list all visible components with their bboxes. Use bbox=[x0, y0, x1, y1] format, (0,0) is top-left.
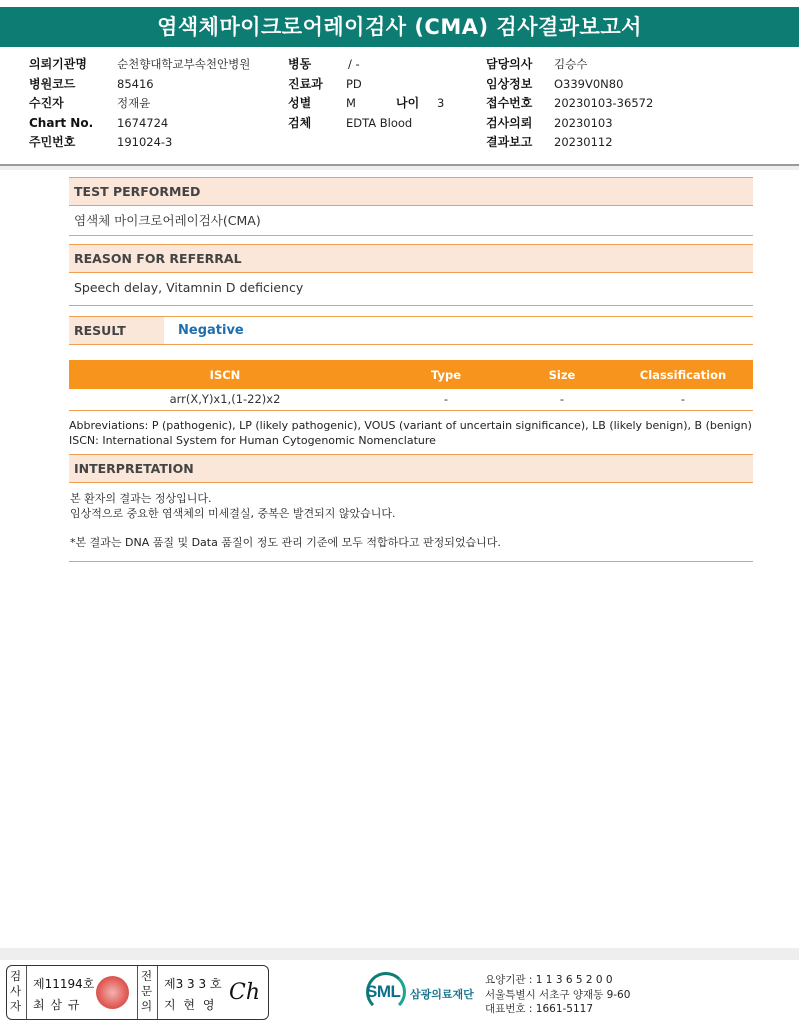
info-label: 병원코드 bbox=[29, 76, 76, 91]
info-value: 1674724 bbox=[117, 115, 169, 130]
examiner-name: 최 삼 규 bbox=[33, 998, 81, 1012]
footer-shade bbox=[0, 948, 799, 960]
sml-logo bbox=[364, 972, 504, 1014]
info-column-2 bbox=[288, 55, 444, 133]
specialist-label-text: 전문의 bbox=[140, 969, 153, 1013]
info-row bbox=[288, 55, 444, 75]
info-value: M bbox=[346, 96, 356, 110]
info-value: 191024-3 bbox=[117, 135, 173, 149]
signature-box bbox=[6, 965, 269, 1020]
signature-divider bbox=[137, 966, 138, 1019]
column-header-size: Size bbox=[511, 360, 613, 389]
info-label: Chart No. bbox=[29, 115, 94, 130]
lab-info-line: 요양기관 : 1 1 3 6 5 2 0 0 bbox=[485, 974, 613, 986]
info-value: / - bbox=[348, 57, 360, 71]
info-label: 병동 bbox=[288, 57, 312, 71]
specialist-license: 제3 3 3 호 bbox=[164, 977, 222, 991]
info-row bbox=[29, 94, 250, 114]
official-seal-icon bbox=[96, 976, 129, 1009]
info-row bbox=[486, 75, 653, 95]
quality-note: *본 결과는 DNA 품질 및 Data 품질이 정도 관리 기준에 모두 적합하다고 판정되었습니다. bbox=[70, 535, 501, 549]
info-label: 검사의뢰 bbox=[486, 115, 533, 130]
specialist-label bbox=[140, 969, 154, 1014]
result-row bbox=[69, 316, 753, 345]
specialist-name: 지 현 영 bbox=[164, 998, 217, 1012]
info-value: 김승수 bbox=[554, 57, 588, 71]
report-title: 염색체마이크로어레이검사 (CMA) 검사결과보고서 bbox=[0, 7, 799, 47]
handwritten-signature: Ch bbox=[229, 980, 261, 1005]
result-label: RESULT bbox=[69, 317, 164, 344]
lab-info-line: 대표번호 : 1661-5117 bbox=[485, 1003, 594, 1015]
info-label: 주민번호 bbox=[29, 135, 76, 149]
info-row bbox=[288, 114, 444, 134]
info-row bbox=[486, 94, 653, 114]
info-row bbox=[29, 133, 250, 153]
signature-divider bbox=[157, 966, 158, 1019]
age-label: 나이 bbox=[396, 96, 420, 110]
lab-name: 삼광의료재단 bbox=[410, 988, 474, 1001]
info-label: 진료과 bbox=[288, 76, 323, 91]
classification-cell: - bbox=[613, 389, 753, 410]
iscn-table bbox=[69, 360, 753, 411]
info-value: 85416 bbox=[117, 76, 154, 91]
examiner-label bbox=[9, 969, 23, 1014]
result-value: Negative bbox=[178, 323, 244, 338]
header-shade bbox=[0, 166, 799, 170]
info-value: PD bbox=[346, 76, 362, 91]
reason-value: Speech delay, Vitamnin D deficiency bbox=[69, 273, 753, 306]
info-row bbox=[288, 75, 444, 95]
info-row bbox=[288, 94, 444, 114]
info-value: 정재윤 bbox=[117, 96, 151, 110]
info-label: 수진자 bbox=[29, 96, 64, 110]
age-value: 3 bbox=[437, 96, 445, 110]
info-value: 20230112 bbox=[554, 135, 613, 149]
examiner-license: 제11194호 bbox=[33, 977, 95, 991]
test-performed-heading: TEST PERFORMED bbox=[69, 177, 753, 206]
test-performed-value: 염색체 마이크로어레이검사(CMA) bbox=[69, 206, 753, 236]
patient-info-header bbox=[0, 55, 799, 160]
info-row bbox=[29, 75, 250, 95]
info-value: 순천향대학교부속천안병원 bbox=[117, 57, 251, 71]
column-header-iscn: ISCN bbox=[69, 360, 381, 389]
lab-info-line: 서울특별시 서초구 양재동 9-60 bbox=[485, 988, 631, 1001]
info-label: 결과보고 bbox=[486, 135, 533, 149]
info-label: 의뢰기관명 bbox=[29, 57, 87, 71]
abbreviations-line: Abbreviations: P (pathogenic), LP (likely pathogenic), VOUS (variant of uncertain significance), LB (likely benign), B (benign) bbox=[69, 418, 752, 432]
interpretation-body bbox=[69, 483, 753, 562]
info-value: 20230103 bbox=[554, 115, 613, 130]
table-row bbox=[69, 389, 753, 410]
column-header-classification: Classification bbox=[613, 360, 753, 389]
column-header-type: Type bbox=[381, 360, 511, 389]
lab-contact-info bbox=[485, 973, 630, 1017]
logo-mark: SML bbox=[366, 982, 401, 1001]
iscn-definition-line: ISCN: International System for Human Cytogenomic Nomenclature bbox=[69, 433, 436, 447]
info-row bbox=[486, 133, 653, 153]
info-label: 검체 bbox=[288, 115, 312, 130]
info-label: 임상정보 bbox=[486, 76, 533, 91]
interpretation-heading: INTERPRETATION bbox=[69, 454, 753, 483]
report-body bbox=[69, 177, 753, 562]
iscn-cell: arr(X,Y)x1,(1-22)x2 bbox=[69, 389, 381, 410]
info-label: 담당의사 bbox=[486, 57, 533, 71]
info-label: 성별 bbox=[288, 96, 312, 110]
interpretation-line: 임상적으로 중요한 염색체의 미세결실, 중복은 발견되지 않았습니다. bbox=[70, 506, 396, 520]
info-label: 접수번호 bbox=[486, 96, 533, 110]
info-column-1 bbox=[29, 55, 250, 153]
info-column-3 bbox=[486, 55, 653, 153]
signature-divider bbox=[26, 966, 27, 1019]
size-cell: - bbox=[511, 389, 613, 410]
abbreviations-note bbox=[69, 411, 753, 448]
info-value: 20230103-36572 bbox=[554, 96, 654, 110]
reason-heading: REASON FOR REFERRAL bbox=[69, 244, 753, 273]
info-value: O339V0N80 bbox=[554, 76, 624, 91]
info-row bbox=[486, 55, 653, 75]
examiner-label-text: 검사자 bbox=[9, 969, 22, 1013]
info-row bbox=[29, 114, 250, 134]
info-value: EDTA Blood bbox=[346, 115, 413, 130]
iscn-header-row bbox=[69, 360, 753, 389]
info-row bbox=[486, 114, 653, 134]
interpretation-line: 본 환자의 결과는 정상입니다. bbox=[70, 491, 212, 505]
info-row bbox=[29, 55, 250, 75]
type-cell: - bbox=[381, 389, 511, 410]
